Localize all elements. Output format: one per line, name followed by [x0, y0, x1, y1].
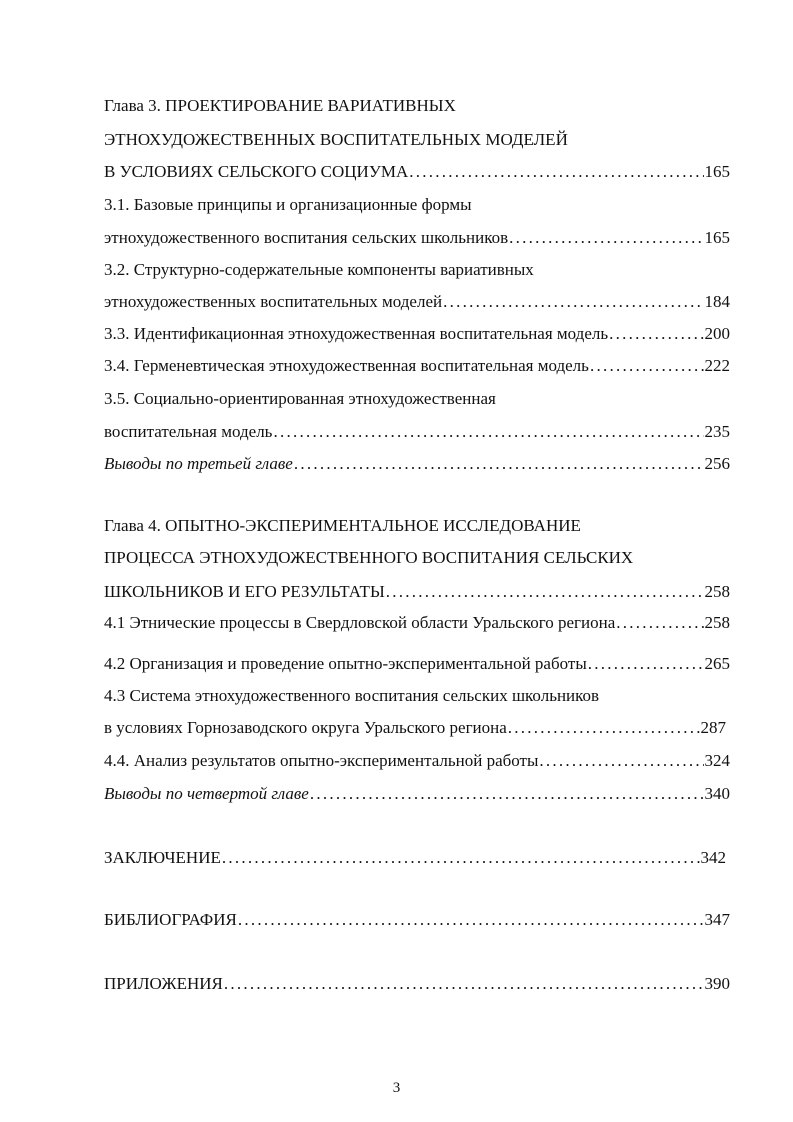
toc-entry-4-2 [104, 652, 730, 676]
toc-entry-title: 3.4. Герменевтическая этнохудожественная воспитательная модель [104, 356, 589, 375]
leader-dots [588, 652, 704, 676]
toc-entry-page: 324 [704, 751, 730, 770]
toc-entry-4-3-line1: 4.3 Система этнохудожественного воспитания сельских школьников [104, 686, 600, 705]
leader-dots [508, 716, 700, 740]
toc-entry-page: 347 [704, 910, 730, 929]
toc-entry-3-5-line1: 3.5. Социально-ориентированная этнохудожественная [104, 389, 496, 408]
page-number: 3 [392, 1080, 401, 1096]
leader-dots [386, 580, 704, 604]
chapter3-title-line2: ЭТНОХУДОЖЕСТВЕННЫХ ВОСПИТАТЕЛЬНЫХ МОДЕЛЕЙ [104, 130, 568, 149]
toc-entry-3-2-line1: 3.2. Структурно-содержательные компоненты вариативных [104, 260, 534, 279]
toc-entry-4-3 [104, 716, 726, 740]
toc-entry-bibliography [104, 908, 730, 932]
toc-entry-title: этнохудожественных воспитательных моделей [104, 292, 443, 311]
toc-entry-page: 184 [704, 292, 730, 311]
toc-entry-title: ШКОЛЬНИКОВ И ЕГО РЕЗУЛЬТАТЫ [104, 582, 385, 601]
toc-entry-title: Выводы по третьей главе [104, 454, 293, 473]
toc-entry-page: 165 [704, 228, 730, 247]
leader-dots [224, 972, 704, 996]
toc-entry-4-4 [104, 749, 730, 773]
leader-dots [590, 354, 704, 378]
toc-entry-title: 3.3. Идентификационная этнохудожественная воспитательная модель [104, 324, 609, 343]
leader-dots [539, 749, 703, 773]
toc-entry-3-4 [104, 354, 730, 378]
toc-entry-title: воспитательная модель [104, 422, 273, 441]
toc-entry-3-3 [104, 322, 730, 346]
toc-entry-chapter4 [104, 580, 730, 604]
toc-entry-title: 4.2 Организация и проведение опытно-экспериментальной работы [104, 654, 587, 673]
toc-entry-title: Выводы по четвертой главе [104, 784, 309, 803]
toc-entry-title: ЗАКЛЮЧЕНИЕ [104, 848, 221, 867]
toc-entry-page: 256 [704, 454, 730, 473]
toc-entry-title: ПРИЛОЖЕНИЯ [104, 974, 223, 993]
toc-entry-appendices [104, 972, 730, 996]
toc-entry-3-1-line1: 3.1. Базовые принципы и организационные формы [104, 195, 472, 214]
toc-entry-page: 265 [704, 654, 730, 673]
toc-entry-title: в условиях Горнозаводского округа Уральского региона [104, 718, 507, 737]
toc-entry-page: 200 [704, 324, 730, 343]
toc-entry-page: 235 [704, 422, 730, 441]
toc-entry-page: 287 [700, 718, 726, 737]
toc-entry-page: 222 [704, 356, 730, 375]
leader-dots [409, 160, 703, 184]
leader-dots [222, 846, 700, 870]
chapter3-title-line1: Глава 3. ПРОЕКТИРОВАНИЕ ВАРИАТИВНЫХ [104, 96, 456, 115]
toc-entry-4-1 [104, 611, 730, 635]
toc-entry-page: 340 [704, 784, 730, 803]
leader-dots [616, 611, 703, 635]
toc-entry-title: В УСЛОВИЯХ СЕЛЬСКОГО СОЦИУМА [104, 162, 409, 181]
toc-entry-3-2 [104, 290, 730, 314]
toc-entry-conclusion [104, 846, 726, 870]
toc-entry-3-5 [104, 420, 730, 444]
toc-entry-3-1 [104, 226, 730, 250]
leader-dots [294, 452, 704, 476]
leader-dots [609, 322, 703, 346]
toc-entry-title: этнохудожественного воспитания сельских школьников [104, 228, 509, 247]
toc-entry-page: 390 [704, 974, 730, 993]
chapter4-title-line2: ПРОЦЕССА ЭТНОХУДОЖЕСТВЕННОГО ВОСПИТАНИЯ СЕЛЬСКИХ [104, 548, 634, 567]
toc-entry-chapter3 [104, 160, 730, 184]
leader-dots [509, 226, 703, 250]
toc-entry-title: 4.1 Этнические процессы в Свердловской области Уральского региона [104, 613, 616, 632]
toc-entry-page: 258 [704, 613, 730, 632]
toc-entry-page: 258 [704, 582, 730, 601]
toc-entry-chapter4-conclusions [104, 782, 730, 806]
leader-dots [273, 420, 703, 444]
toc-entry-page: 165 [704, 162, 730, 181]
leader-dots [443, 290, 703, 314]
toc-entry-title: 4.4. Анализ результатов опытно-экспериментальной работы [104, 751, 539, 770]
toc-entry-page: 342 [700, 848, 726, 867]
toc-entry-title: БИБЛИОГРАФИЯ [104, 910, 237, 929]
leader-dots [310, 782, 704, 806]
toc-entry-chapter3-conclusions [104, 452, 730, 476]
leader-dots [238, 908, 704, 932]
chapter4-title-line1: Глава 4. ОПЫТНО-ЭКСПЕРИМЕНТАЛЬНОЕ ИССЛЕДОВАНИЕ [104, 516, 581, 535]
